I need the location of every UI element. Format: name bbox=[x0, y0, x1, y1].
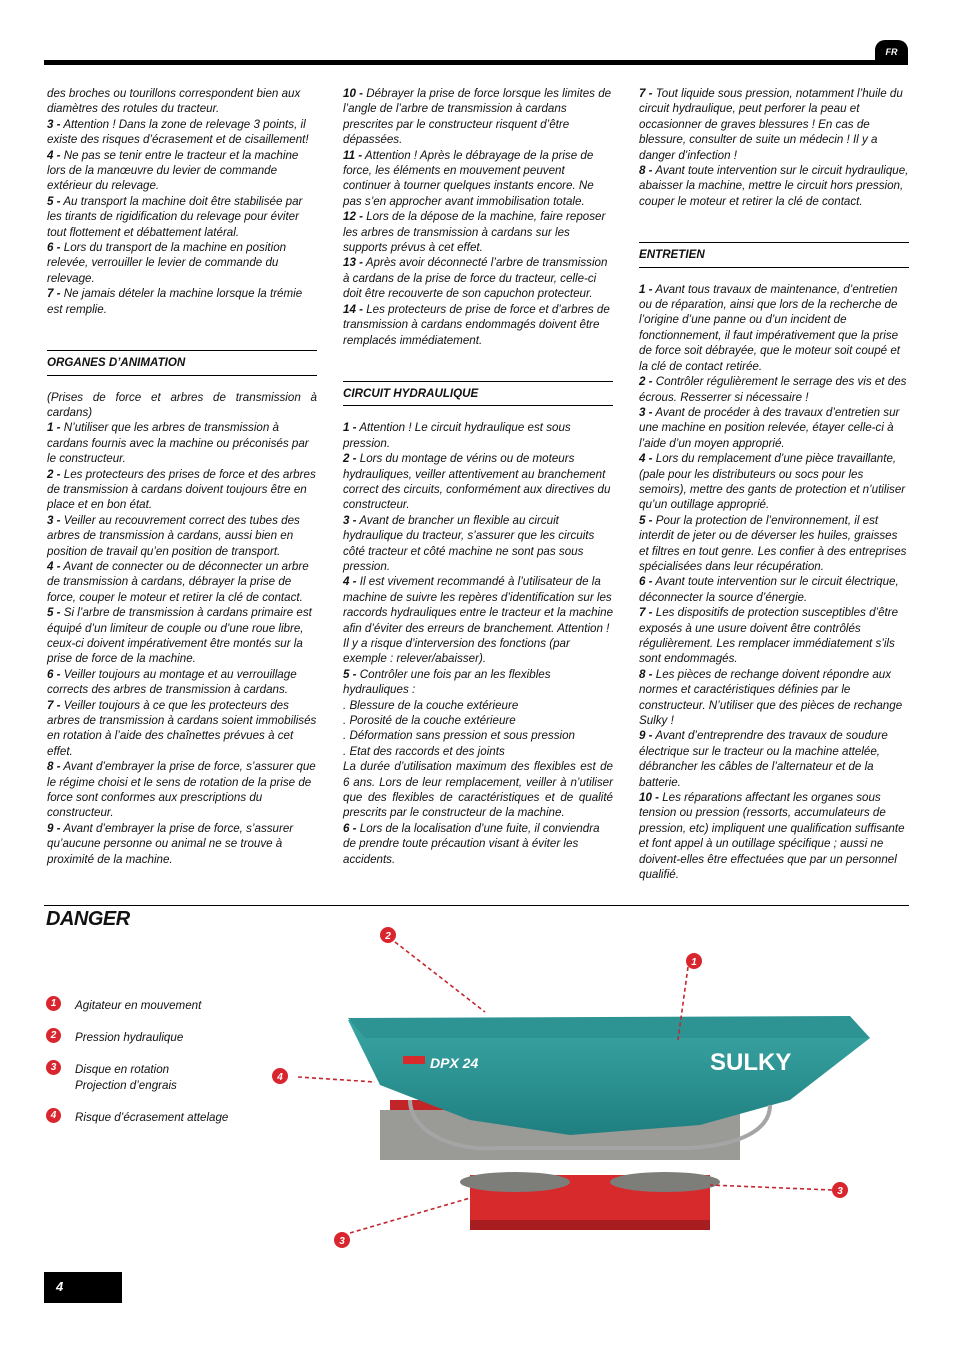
list-item bbox=[47, 759, 317, 821]
item-text: Veiller toujours au montage et au verrouillage corrects des arbres de transmission à cardans. bbox=[47, 667, 297, 697]
item-number: 9 - bbox=[47, 821, 61, 835]
item-text: Contrôler une fois par an les flexibles hydrauliques : bbox=[343, 667, 551, 697]
col2-duration: La durée d’utilisation maximum des flexibles est de 6 ans. Lors de leur remplacement, veiller à n’utiliser que des flexibles de caractéristiques et de qualité prescrits par le constructeur de la machine. bbox=[343, 760, 613, 820]
list-item bbox=[639, 728, 909, 790]
item-text: Les réparations affectant les organes sous tension ou pression (ressorts, accumulateurs de pression, etc) impliquent une qualification suffisante et font appel à un outillage spécifique ; aussi ne doivent-elles être effectuées que par un personnel qualifié. bbox=[639, 791, 905, 882]
item-number: 12 - bbox=[343, 210, 363, 224]
callout-3-right: 3 bbox=[837, 1186, 843, 1197]
item-number: 5 - bbox=[639, 513, 653, 527]
item-text: Avant d’embrayer la prise de force, s’assurer que le régime choisi et le sens de rotation de la prise de force sont conformes aux prescriptions du constructeur. bbox=[47, 760, 316, 820]
callout-4: 4 bbox=[277, 1072, 283, 1083]
list-item bbox=[47, 559, 317, 605]
item-number: 7 - bbox=[639, 606, 653, 620]
callout-badge: 2 bbox=[46, 1028, 61, 1043]
list-item bbox=[639, 574, 909, 605]
list-item bbox=[47, 117, 317, 148]
item-text: Contrôler régulièrement le serrage des vis et des écrous. Resserrer si nécessaire ! bbox=[639, 375, 907, 404]
section-heading-entretien: ENTRETIEN bbox=[639, 242, 909, 267]
item-text: N’utiliser que les arbres de transmission à cardans fournis avec la machine ou préconisés par le constructeur. bbox=[47, 421, 309, 466]
legend-text: Risque d’écrasement attelage bbox=[75, 1111, 229, 1124]
column-2 bbox=[343, 86, 613, 867]
legend-text: Agitateur en mouvement bbox=[75, 999, 202, 1012]
list-item bbox=[343, 86, 613, 148]
item-number: 13 - bbox=[343, 256, 363, 270]
col1-list-2 bbox=[47, 420, 317, 867]
item-number: 4 - bbox=[47, 559, 61, 573]
item-number: 6 - bbox=[639, 575, 653, 589]
check-item: . Porosité de la couche extérieure bbox=[343, 714, 516, 728]
page-number-box bbox=[44, 1272, 122, 1303]
item-number: 10 - bbox=[343, 87, 363, 100]
item-number: 4 - bbox=[639, 452, 653, 466]
col3-list-2 bbox=[639, 282, 909, 883]
danger-title: DANGER bbox=[46, 908, 130, 930]
item-number: 1 - bbox=[639, 282, 653, 296]
check-item: . Déformation sans pression et sous pression bbox=[343, 729, 575, 743]
item-number: 5 - bbox=[47, 606, 61, 620]
item-number: 8 - bbox=[639, 667, 653, 681]
page-number: 4 bbox=[56, 1279, 64, 1294]
column-1 bbox=[47, 86, 317, 867]
item-text: Si l’arbre de transmission à cardans primaire est équipé d’un limiteur de couple ou d’une roue libre, ceux-ci doivent impérativement être montés sur la prise de force de la machine. bbox=[47, 606, 312, 666]
col2-checklist bbox=[343, 698, 613, 760]
model-stripe bbox=[403, 1056, 425, 1064]
list-item bbox=[47, 240, 317, 286]
list-item bbox=[47, 148, 317, 194]
item-text: Avant de brancher un flexible au circuit hydraulique du tracteur, s’assurer que les circuits côté tracteur et côté machine ne sont pas sous pression. bbox=[343, 513, 595, 573]
item-number: 4 - bbox=[343, 575, 357, 589]
list-item bbox=[343, 209, 613, 255]
item-number: 3 - bbox=[47, 513, 61, 527]
list-item bbox=[639, 667, 909, 729]
item-text: Il est vivement recommandé à l’utilisateur de la machine de suivre les repères d’identification sur les raccords hydrauliques entre le tracteur et la machine afin d’éviter des erreurs de branchement. Attention ! Il y a risque d’interversion des fonctions (par exemple : relever/abaisser). bbox=[343, 575, 614, 666]
item-text: Avant d’embrayer la prise de force, s’assurer qu’aucune personne ou animal ne se trouve à proximité de la machine. bbox=[47, 821, 294, 866]
item-text: Lors de la dépose de la machine, faire reposer les arbres de transmission à cardans sur les supports prévus à cet effet. bbox=[343, 210, 606, 255]
list-item bbox=[343, 667, 613, 698]
item-text: Lors du remplacement d’une pièce travaillante, (pale pour les distributeurs ou socs pour les semoirs), mettre des gants de protection et n’utiliser qu’un outillage approprié. bbox=[639, 452, 906, 512]
hopper-rim bbox=[348, 1016, 870, 1038]
column-3 bbox=[639, 86, 909, 883]
item-text: Avant de procéder à des travaux d’entretien sur une machine en position relevée, étayer celle-ci à l’aide d’un moyen approprié. bbox=[639, 405, 900, 450]
item-text: Attention ! Le circuit hydraulique est sous pression. bbox=[343, 421, 571, 450]
item-text: Tout liquide sous pression, notamment l’huile du circuit hydraulique, peut perforer la peau et occasionner de graves blessures ! En cas de blessure, consulter de suite un médecin ! Il y a danger d’infection ! bbox=[639, 87, 903, 162]
item-number: 2 - bbox=[343, 452, 357, 466]
col2-item-6 bbox=[343, 821, 613, 867]
item-text: Lors du montage de vérins ou de moteurs hydrauliques, veiller attentivement au branchement correct des circuits, conformément aux directives du constructeur. bbox=[343, 452, 611, 512]
item-number: 3 - bbox=[343, 513, 357, 527]
item-text: Les protecteurs des prises de force et des arbres de transmission à cardans doivent toujours être en place et en bon état. bbox=[47, 467, 316, 512]
list-item bbox=[639, 282, 909, 374]
item-number: 7 - bbox=[47, 287, 61, 301]
col3-list-1 bbox=[639, 86, 909, 209]
item-text: Ne jamais dételer la machine lorsque la trémie est remplie. bbox=[47, 287, 303, 316]
list-item bbox=[639, 374, 909, 405]
list-item bbox=[47, 467, 317, 513]
base-frame-shadow bbox=[470, 1220, 710, 1230]
list-item bbox=[343, 255, 613, 301]
item-text: Avant d’entreprendre des travaux de soudure électrique sur le tracteur ou la machine attelée, débrancher les câbles de l’alternateur et de la batterie. bbox=[639, 729, 888, 789]
item-text: Attention ! Dans la zone de relevage 3 points, il existe des risques d’écrasement et de cisaillement! bbox=[47, 117, 309, 147]
brand-logo: SULKY bbox=[710, 1049, 792, 1076]
item-text: Avant toute intervention sur le circuit hydraulique, abaisser la machine, mettre le circuit hors pression, couper le moteur et retirer la clé de contact. bbox=[639, 164, 909, 208]
item-text: Veiller toujours à ce que les protecteurs des arbres de transmission à cardans soient immobilisés en rotation à l’aide des chaînettes prévues à cet effet. bbox=[47, 698, 317, 758]
item-text: Lors du transport de la machine en position relevée, verrouiller le levier de commande du relevage. bbox=[47, 241, 287, 285]
item-text: Les dispositifs de protection susceptibles d’être exposés à une usure doivent être contrôlés régulièrement. Les remplacer immédiatement s’ils sont endommagés. bbox=[639, 606, 899, 666]
top-rule bbox=[44, 60, 908, 65]
list-item bbox=[47, 194, 317, 240]
item-text: Au transport la machine doit être stabilisée par les tirants de rigidification du relevage pour éviter tout flottement et débattement latéral. bbox=[47, 194, 303, 239]
col1-intro: des broches ou tourillons correspondent bien aux diamètres des rotules du tracteur. bbox=[47, 87, 301, 116]
list-item bbox=[639, 605, 909, 667]
item-number: 11 - bbox=[343, 148, 363, 162]
language-tab: FR bbox=[875, 40, 908, 65]
callout-2: 2 bbox=[385, 931, 391, 942]
item-number: 1 - bbox=[47, 421, 61, 435]
list-item bbox=[343, 451, 613, 513]
col1-list-1 bbox=[47, 117, 317, 317]
item-number: 9 - bbox=[639, 729, 653, 743]
spreader-illustration bbox=[270, 920, 910, 1260]
item-text: Avant de connecter ou de déconnecter un arbre de transmission à cardans, débrayer la prise de force, couper le moteur et retirer la clé de contact. bbox=[47, 559, 309, 604]
list-item bbox=[47, 286, 317, 317]
item-number: 6 - bbox=[343, 821, 357, 835]
list-item bbox=[639, 163, 909, 209]
check-item: . Etat des raccords et des joints bbox=[343, 744, 505, 758]
danger-rule bbox=[44, 905, 909, 906]
item-text: Débrayer la prise de force lorsque les limites de l’angle de l’arbre de transmission à cardans prescrites par le constructeur risquent d’être dépassées. bbox=[343, 87, 612, 147]
list-item bbox=[639, 86, 909, 163]
list-item bbox=[343, 302, 613, 348]
check-item: . Blessure de la couche extérieure bbox=[343, 698, 519, 712]
legend-line-1: Disque en rotation bbox=[75, 1063, 170, 1076]
item-number: 8 - bbox=[639, 164, 653, 178]
list-item bbox=[343, 513, 613, 575]
legend-text: Pression hydraulique bbox=[75, 1031, 184, 1044]
list-item bbox=[343, 420, 613, 451]
item-text: Avant toute intervention sur le circuit électrique, déconnecter la source d’énergie. bbox=[639, 575, 899, 604]
item-number: 5 - bbox=[343, 667, 357, 681]
item-text: Les pièces de rechange doivent répondre aux normes et caractéristiques définies par le constructeur. N’utiliser que des pièces de rechange Sulky ! bbox=[639, 667, 903, 728]
item-text: Veiller au recouvrement correct des tubes des arbres de transmission à cardans, aussi bien en position de travail qu’en position de transport. bbox=[47, 513, 300, 558]
item-number: 1 - bbox=[343, 421, 357, 435]
item-number: 2 - bbox=[47, 467, 61, 481]
list-item bbox=[639, 513, 909, 575]
item-number: 10 - bbox=[639, 791, 659, 805]
callout-badge: 3 bbox=[46, 1060, 61, 1075]
callout-badge: 4 bbox=[46, 1108, 61, 1123]
legend-text bbox=[75, 1062, 177, 1094]
item-number: 3 - bbox=[47, 117, 61, 131]
item-number: 4 - bbox=[47, 148, 61, 162]
item-text: Attention ! Après le débrayage de la prise de force, les éléments en mouvement peuvent continuer à tourner quelques instants encore. Ne pas s’en approcher avant immobilisation totale. bbox=[343, 148, 594, 208]
item-text: Pour la protection de l’environnement, il est interdit de jeter ou de déverser les huiles, graisses et filtres en tout genre. Les confier à des entreprises spécialisées dans leur récupération. bbox=[639, 513, 907, 573]
item-text: Après avoir déconnecté l’arbre de transmission à cardans de la prise de force du tracteur, celle-ci doit être recouverte de son capuchon protecteur. bbox=[343, 256, 608, 301]
list-item bbox=[639, 451, 909, 513]
list-item bbox=[639, 790, 909, 882]
list-item bbox=[343, 574, 613, 666]
item-number: 14 - bbox=[343, 302, 363, 316]
section-heading-circuit: CIRCUIT HYDRAULIQUE bbox=[343, 381, 613, 406]
item-number: 6 - bbox=[47, 241, 61, 255]
list-item bbox=[47, 605, 317, 667]
item-number: 6 - bbox=[47, 667, 61, 681]
item-number: 7 - bbox=[639, 87, 653, 100]
item-number: 3 - bbox=[639, 405, 653, 419]
callout-1: 1 bbox=[691, 957, 697, 968]
item-number: 7 - bbox=[47, 698, 61, 712]
item-text: Les protecteurs de prise de force et d’arbres de transmission à cardans endommagés doivent être remplacés immédiatement. bbox=[343, 302, 610, 347]
model-label: DPX 24 bbox=[430, 1055, 479, 1071]
list-item bbox=[343, 148, 613, 210]
list-item bbox=[47, 513, 317, 559]
callout-badge: 1 bbox=[46, 996, 61, 1011]
col2-list-2 bbox=[343, 420, 613, 697]
item-number: 5 - bbox=[47, 194, 61, 208]
item-text: Ne pas se tenir entre le tracteur et la machine lors de la manœuvre du levier de commande extérieur du relevage. bbox=[47, 148, 299, 193]
section-heading-organes: ORGANES D’ANIMATION bbox=[47, 350, 317, 375]
list-item bbox=[47, 821, 317, 867]
item-number: 2 - bbox=[639, 375, 653, 389]
list-item bbox=[47, 667, 317, 698]
legend-line-2: Projection d’engrais bbox=[75, 1079, 177, 1092]
col2-list-1 bbox=[343, 86, 613, 348]
item-text: Lors de la localisation d’une fuite, il conviendra de prendre toute précaution visant à éviter les accidents. bbox=[343, 821, 600, 866]
item-number: 8 - bbox=[47, 760, 61, 774]
col1-subtitle: (Prises de force et arbres de transmission à cardans) bbox=[47, 390, 317, 419]
callout-3-left: 3 bbox=[339, 1236, 345, 1247]
item-text: Avant tous travaux de maintenance, d’entretien ou de réparation, ainsi que lors de la recherche de l’origine d’une panne ou d’un incident de fonctionnement, il faut impérativement que la prise de force soit débrayée, que le moteur soit coupé et la clé de contact retirée. bbox=[639, 282, 901, 373]
list-item bbox=[639, 405, 909, 451]
list-item bbox=[47, 420, 317, 466]
list-item bbox=[47, 698, 317, 760]
spinner-disc-right bbox=[610, 1172, 720, 1192]
spinner-disc-left bbox=[460, 1172, 570, 1192]
